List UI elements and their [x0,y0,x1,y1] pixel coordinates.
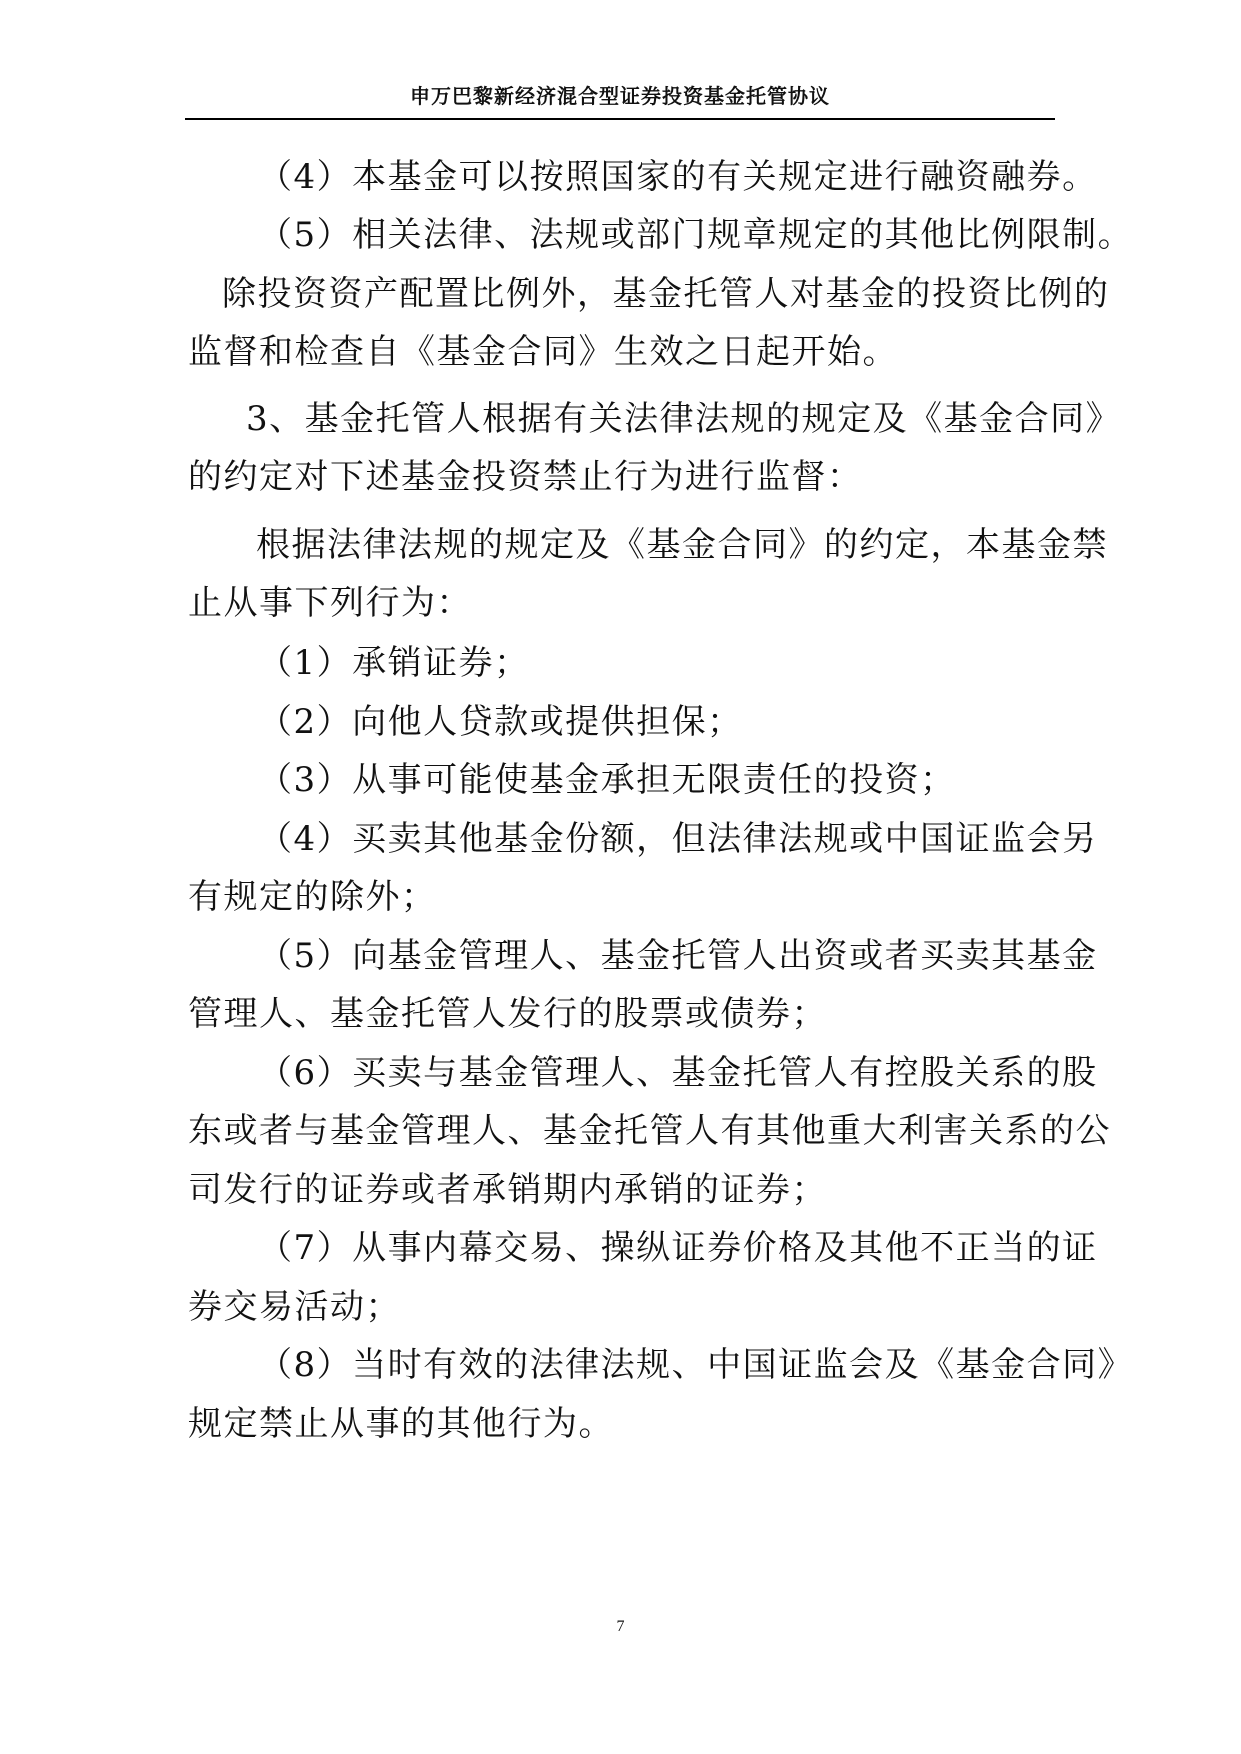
paragraph-line: （4）本基金可以按照国家的有关规定进行融资融券。 [258,157,1098,197]
list-item-continuation: 司发行的证券或者承销期内承销的证券； [188,1170,827,1210]
paragraph-line: 除投资资产配置比例外，基金托管人对基金的投资比例的 [222,274,1110,314]
list-item-continuation: 管理人、基金托管人发行的股票或债券； [188,994,827,1034]
paragraph-line: 根据法律法规的规定及《基金合同》的约定，本基金禁 [256,525,1108,565]
list-item-continuation: 规定禁止从事的其他行为。 [188,1404,614,1444]
list-item: （5）向基金管理人、基金托管人出资或者买卖其基金 [258,936,1098,976]
paragraph-line: 3、基金托管人根据有关法律法规的规定及《基金合同》 [246,399,1122,439]
list-item-continuation: 券交易活动； [188,1287,401,1327]
list-item: （3）从事可能使基金承担无限责任的投资； [258,760,956,800]
list-item: （6）买卖与基金管理人、基金托管人有控股关系的股 [258,1053,1098,1093]
paragraph-line: 的约定对下述基金投资禁止行为进行监督： [188,457,863,497]
list-item: （1）承销证券； [258,643,530,683]
list-item: （2）向他人贷款或提供担保； [258,702,743,742]
page-number: 7 [616,1618,625,1635]
paragraph-line: 监督和检查自《基金合同》生效之日起开始。 [188,332,898,372]
list-item: （7）从事内幕交易、操纵证券价格及其他不正当的证 [258,1228,1098,1268]
paragraph-line: （5）相关法律、法规或部门规章规定的其他比例限制。 [258,215,1134,255]
list-item: （8）当时有效的法律法规、中国证监会及《基金合同》 [258,1345,1134,1385]
document-title: 申万巴黎新经济混合型证券投资基金托管协议 [410,84,830,108]
list-item: （4）买卖其他基金份额，但法律法规或中国证监会另 [258,819,1098,859]
page-header [185,80,1055,120]
list-item-continuation: 东或者与基金管理人、基金托管人有其他重大利害关系的公 [188,1111,1111,1151]
list-item-continuation: 有规定的除外； [188,877,437,917]
paragraph-line: 止从事下列行为： [188,583,472,623]
